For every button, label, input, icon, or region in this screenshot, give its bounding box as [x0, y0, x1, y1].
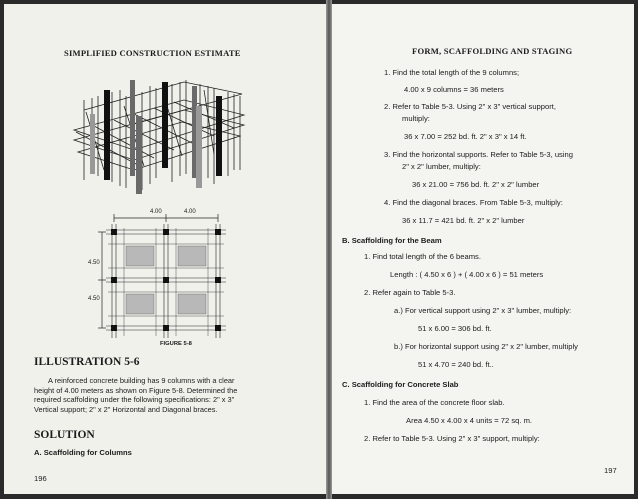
- right-text-line: 2. Refer to Table 5-3. Using 2" x 3" vertical support,: [384, 102, 556, 111]
- right-text-line: Length : ( 4.50 x 6 ) + ( 4.00 x 6 ) = 51 meters: [390, 270, 544, 279]
- right-text-line: 2. Refer to Table 5-3. Using 2" x 3" support, multiply:: [364, 434, 540, 443]
- right-text-line: 36 x 11.7 = 421 bd. ft. 2" x 2" lumber: [402, 216, 525, 225]
- right-text-line: 4.00 x 9 columns = 36 meters: [404, 85, 504, 94]
- dim-top-left: 4.00: [150, 209, 162, 215]
- scaffolding-perspective-drawing: [64, 70, 254, 196]
- right-text-line: a.) For vertical support using 2" x 3" lumber, multiply:: [394, 306, 572, 315]
- right-text-line: B. Scaffolding for the Beam: [342, 236, 442, 245]
- right-page-header: FORM, SCAFFOLDING AND STAGING: [412, 46, 573, 56]
- right-text-line: 2" x 2" lumber, multiply:: [402, 162, 481, 171]
- right-text-line: 36 x 21.00 = 756 bd. ft. 2" x 2" lumber: [412, 180, 540, 189]
- solution-title: SOLUTION: [34, 429, 95, 441]
- figure-caption: FIGURE 5-8: [160, 341, 192, 347]
- left-page: [4, 4, 326, 494]
- right-page: [332, 4, 634, 494]
- section-a-heading: A. Scaffolding for Columns: [34, 448, 132, 457]
- right-text-line: b.) For horizontal support using 2" x 2" lumber, multiply: [394, 342, 578, 351]
- right-text-line: 1. Find total length of the 6 beams.: [364, 252, 481, 261]
- right-page-number: 197: [604, 466, 617, 475]
- right-text-line: Area 4.50 x 4.00 x 4 units = 72 sq. m.: [406, 416, 533, 425]
- dim-side-top: 4.50: [88, 260, 100, 266]
- left-page-number: 196: [34, 474, 47, 483]
- right-text-line: multiply:: [402, 114, 430, 123]
- right-text-line: 1. Find the total length of the 9 columns;: [384, 68, 520, 77]
- right-text-line: 36 x 7.00 = 252 bd. ft. 2" x 3" x 14 ft.: [404, 132, 527, 141]
- right-text-line: 51 x 4.70 = 240 bd. ft..: [418, 360, 494, 369]
- problem-paragraph: A reinforced concrete building has 9 columns with a clear height of 4.00 meters as shown on Figure 5-8. Determined the required scaffolding under the following specifications: 2" x 3" Vertical support; 2" x 2" Horizontal and Diagonal braces.: [34, 376, 238, 414]
- dim-side-bottom: 4.50: [88, 296, 100, 302]
- column-floor-plan: [90, 210, 230, 342]
- right-text-line: 51 x 6.00 = 306 bd. ft.: [418, 324, 492, 333]
- right-text-line: 4. Find the diagonal braces. From Table 5-3, multiply:: [384, 198, 563, 207]
- right-text-line: 1. Find the area of the concrete floor slab.: [364, 398, 505, 407]
- right-text-line: 3. Find the horizontal supports. Refer to Table 5-3, using: [384, 150, 573, 159]
- dim-top-right: 4.00: [184, 209, 196, 215]
- right-text-line: C. Scaffolding for Concrete Slab: [342, 380, 459, 389]
- illustration-title: ILLUSTRATION 5-6: [34, 356, 140, 368]
- left-page-header: SIMPLIFIED CONSTRUCTION ESTIMATE: [64, 48, 241, 58]
- right-text-line: 2. Refer again to Table 5-3.: [364, 288, 456, 297]
